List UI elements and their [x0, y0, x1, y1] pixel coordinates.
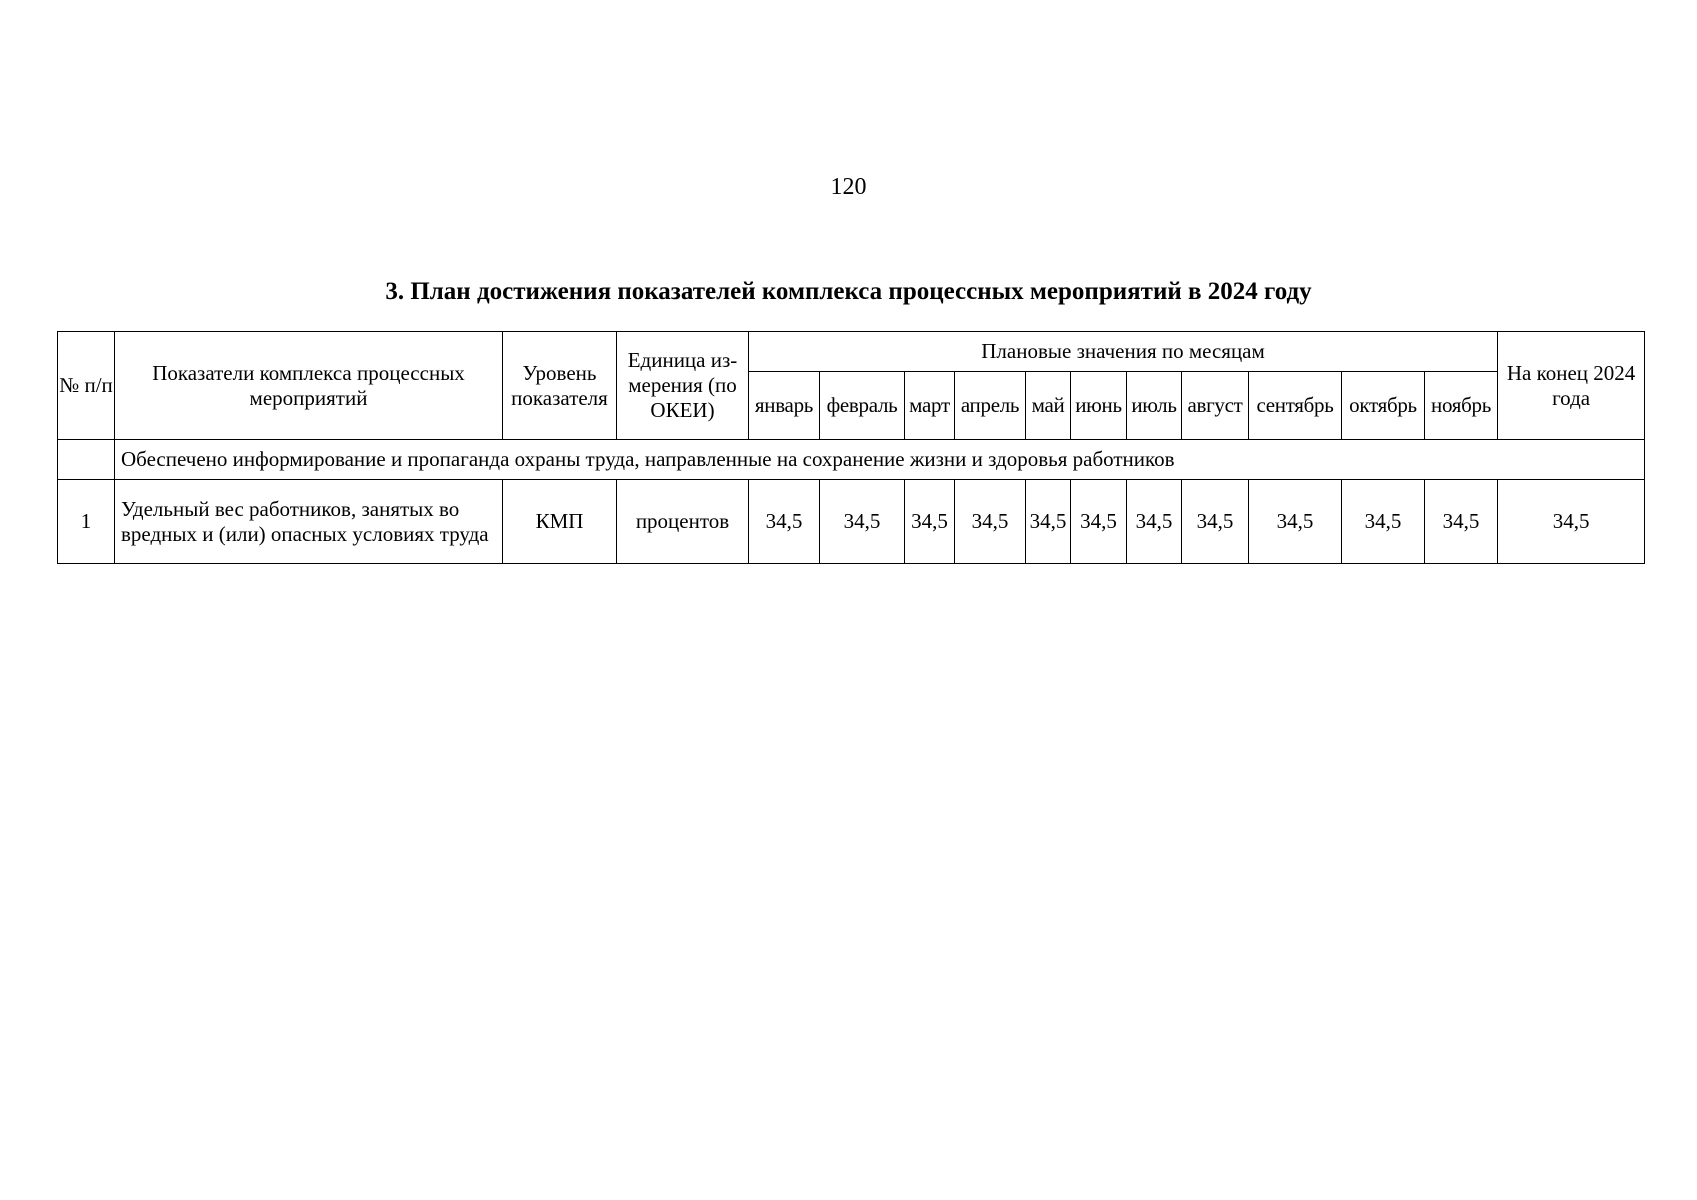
header-month-mar: март — [905, 372, 955, 440]
row-year-end: 34,5 — [1498, 480, 1645, 564]
header-month-jul: июль — [1127, 372, 1182, 440]
row-value-jun: 34,5 — [1071, 480, 1127, 564]
header-month-jun: июнь — [1071, 372, 1127, 440]
header-level: Уровень показателя — [503, 332, 617, 440]
header-year-end: На конец 2024 года — [1498, 332, 1645, 440]
section-title: Обеспечено информирование и пропаганда охраны труда, направленные на сохранение жизни и здоровья работников — [115, 440, 1645, 480]
row-value-jul: 34,5 — [1127, 480, 1182, 564]
header-month-apr: апрель — [955, 372, 1026, 440]
page-number: 120 — [830, 174, 867, 200]
document-title: 3. План достижения показателей комплекса процессных мероприятий в 2024 году — [385, 278, 1312, 305]
row-value-aug: 34,5 — [1182, 480, 1249, 564]
row-value-jan: 34,5 — [749, 480, 820, 564]
row-value-may: 34,5 — [1026, 480, 1071, 564]
row-indicator: Удельный вес работников, занятых во вредных и (или) опасных условиях труда — [115, 480, 503, 564]
row-level: КМП — [503, 480, 617, 564]
table-row — [58, 480, 1645, 564]
row-value-apr: 34,5 — [955, 480, 1026, 564]
header-month-sep: сентябрь — [1249, 372, 1342, 440]
row-value-nov: 34,5 — [1425, 480, 1498, 564]
header-month-aug: август — [1182, 372, 1249, 440]
header-month-oct: октябрь — [1342, 372, 1425, 440]
row-value-oct: 34,5 — [1342, 480, 1425, 564]
row-unit: процентов — [617, 480, 749, 564]
header-month-feb: февраль — [820, 372, 905, 440]
header-unit: Единица из-мерения (по ОКЕИ) — [617, 332, 749, 440]
header-indicator: Показатели комплекса процессных мероприятий — [115, 332, 503, 440]
plan-table — [57, 331, 1645, 564]
row-value-mar: 34,5 — [905, 480, 955, 564]
section-num-cell — [58, 440, 115, 480]
header-month-jan: январь — [749, 372, 820, 440]
header-month-may: май — [1026, 372, 1071, 440]
row-value-sep: 34,5 — [1249, 480, 1342, 564]
row-value-feb: 34,5 — [820, 480, 905, 564]
header-monthly-group: Плановые значения по месяцам — [749, 332, 1498, 372]
header-num: № п/п — [58, 332, 115, 440]
section-row — [58, 440, 1645, 480]
header-month-nov: ноябрь — [1425, 372, 1498, 440]
row-num: 1 — [58, 480, 115, 564]
